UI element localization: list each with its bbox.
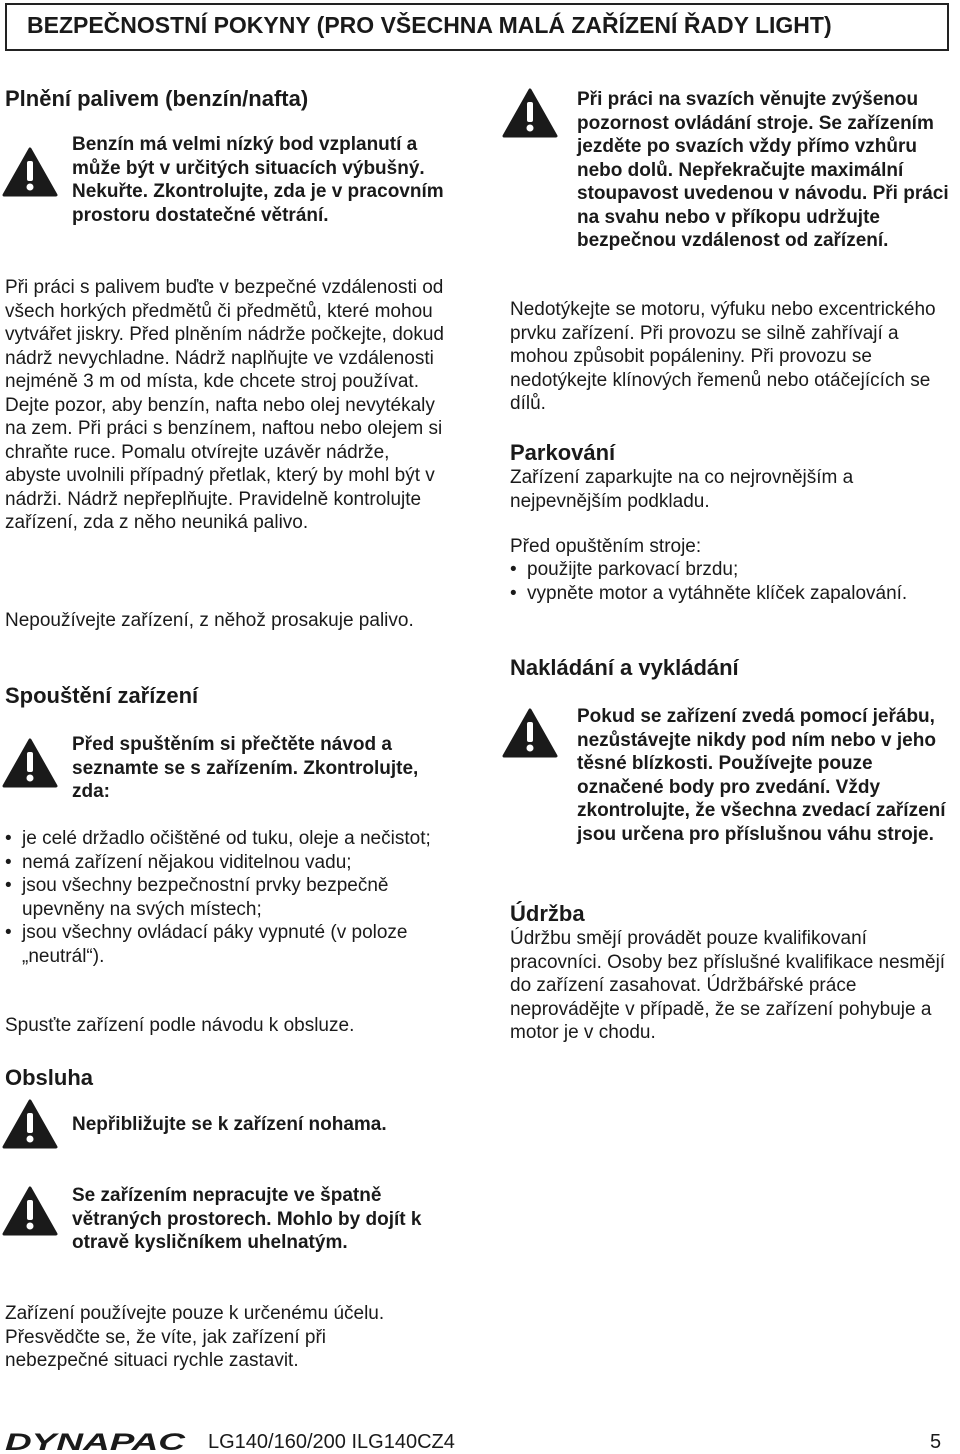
logo-text: DYNAPAC	[5, 1431, 187, 1453]
maintenance-heading: Údržba	[510, 901, 585, 926]
operation-heading: Obsluha	[5, 1065, 94, 1090]
warning-triangle-icon	[2, 738, 58, 788]
warning-triangle-icon	[502, 88, 558, 138]
warning-triangle-icon	[2, 1099, 58, 1149]
operation-body-text: Zařízení používejte pouze k určenému účelu. Přesvědčte se, že víte, jak zařízení při nebezpečné situaci rychle zastavit.	[5, 1303, 385, 1371]
start-note-text: Spusťte zařízení podle návodu k obsluze.	[5, 1015, 355, 1036]
list-item: • je celé držadlo očištěné od tuku, oleje a nečistot;	[5, 827, 450, 851]
dynapac-logo	[5, 1431, 187, 1453]
loading-warning-text: Pokud se zařízení zvedá pomocí jeřábu, nezůstávejte nikdy pod ním nebo v jeho těsné blízkosti. Používejte pouze označené body pro zvedání. Vždy zkontrolujte, že všechna zvedací zařízení jsou určena pro příslušnou váhu stroje.	[577, 706, 946, 845]
list-item: • nemá zařízení nějakou viditelnou vadu;	[5, 851, 450, 875]
fuel-body-text: Při práci s palivem buďte v bezpečné vzdálenosti od všech horkých předmětů či předmětů, které mohou vytvářet jiskry. Před plněním nádrže počkejte, dokud nádrž nevychladne. Nádrž naplňujte ve vzdálenosti nejméně 3 m od místa, kde chcete stroj používat. Dejte pozor, aby benzín, nafta nebo olej nevytékaly na zem. Při práci s benzínem, naftou nebo olejem si chraňte ruce. Pomalu otvírejte uzávěr nádrže, abyste uvolnili případný přetlak, který by mohl být v nádrži. Nádrž nepřeplňujte. Pravidelně kontrolujte zařízení, zda z něho neuniká palivo.	[5, 277, 444, 533]
list-item: • jsou všechny bezpečnostní prvky bezpečně upevněny na svých místech;	[5, 874, 450, 921]
slope-warning-text: Při práci na svazích věnujte zvýšenou pozornost ovládání stroje. Se zařízením jezděte po svazích vždy přímo vzhůru nebo dolů. Nepřekračujte maximální stoupavost uvedenou v návodu. Při práci na svahu nebo v příkopu udržujte bezpečnou vzdálenost od zařízení.	[577, 89, 949, 251]
list-item: • jsou všechny ovládací páky vypnuté (v poloze „neutrál“).	[5, 921, 450, 968]
fuel-heading: Plnění palivem (benzín/nafta)	[5, 86, 309, 111]
operation-warning-text-1: Nepřibližujte se k zařízení nohama.	[72, 1114, 387, 1135]
maintenance-body-text: Údržbu smějí provádět pouze kvalifikovaní pracovníci. Osoby bez příslušné kvalifikace nesmějí do zařízení zasahovat. Údržbářské práce neprovádějte v případě, že se zařízení pohybuje a motor je v chodu.	[510, 928, 946, 1043]
slope-body-text: Nedotýkejte se motoru, výfuku nebo excentrického prvku zařízení. Při provozu se silně zahřívají a mohou způsobit popáleniny. Při provozu se nedotýkejte klínových řemenů nebo otáčejících se dílů.	[510, 299, 936, 414]
parking-heading: Parkování	[510, 440, 616, 465]
fuel-warning-text: Benzín má velmi nízký bod vzplanutí a může být v určitých situacích výbušný. Nekuřte. Zkontrolujte, zda je v pracovním prostoru dostatečné větrání.	[72, 134, 444, 226]
start-warning-text: Před spuštěním si přečtěte návod a seznamte se s zařízením. Zkontrolujte, zda:	[72, 734, 419, 802]
start-heading: Spouštění zařízení	[5, 683, 199, 708]
start-checklist	[5, 827, 450, 968]
parking-checklist	[510, 558, 930, 605]
warning-triangle-icon	[502, 708, 558, 758]
footer-model-code: LG140/160/200 ILG140CZ4	[208, 1431, 455, 1453]
warning-triangle-icon	[2, 1186, 58, 1236]
operation-warning-text-2: Se zařízením nepracujte ve špatně větraných prostorech. Mohlo by dojít k otravě kysličníkem uhelnatým.	[72, 1185, 422, 1253]
page-title: BEZPEČNOSTNÍ POKYNY (PRO VŠECHNA MALÁ ZAŘÍZENÍ ŘADY LIGHT)	[27, 12, 832, 38]
parking-intro-text: Před opuštěním stroje:	[510, 536, 702, 557]
list-item: • vypněte motor a vytáhněte klíček zapalování.	[510, 582, 930, 606]
loading-heading: Nakládání a vykládání	[510, 655, 739, 680]
warning-triangle-icon	[2, 147, 58, 197]
fuel-note-text: Nepoužívejte zařízení, z něhož prosakuje palivo.	[5, 610, 414, 631]
page-number: 5	[930, 1431, 942, 1453]
list-item: • použijte parkovací brzdu;	[510, 558, 930, 582]
parking-body-text: Zařízení zaparkujte na co nejrovnějším a nejpevnějším podkladu.	[510, 467, 854, 512]
